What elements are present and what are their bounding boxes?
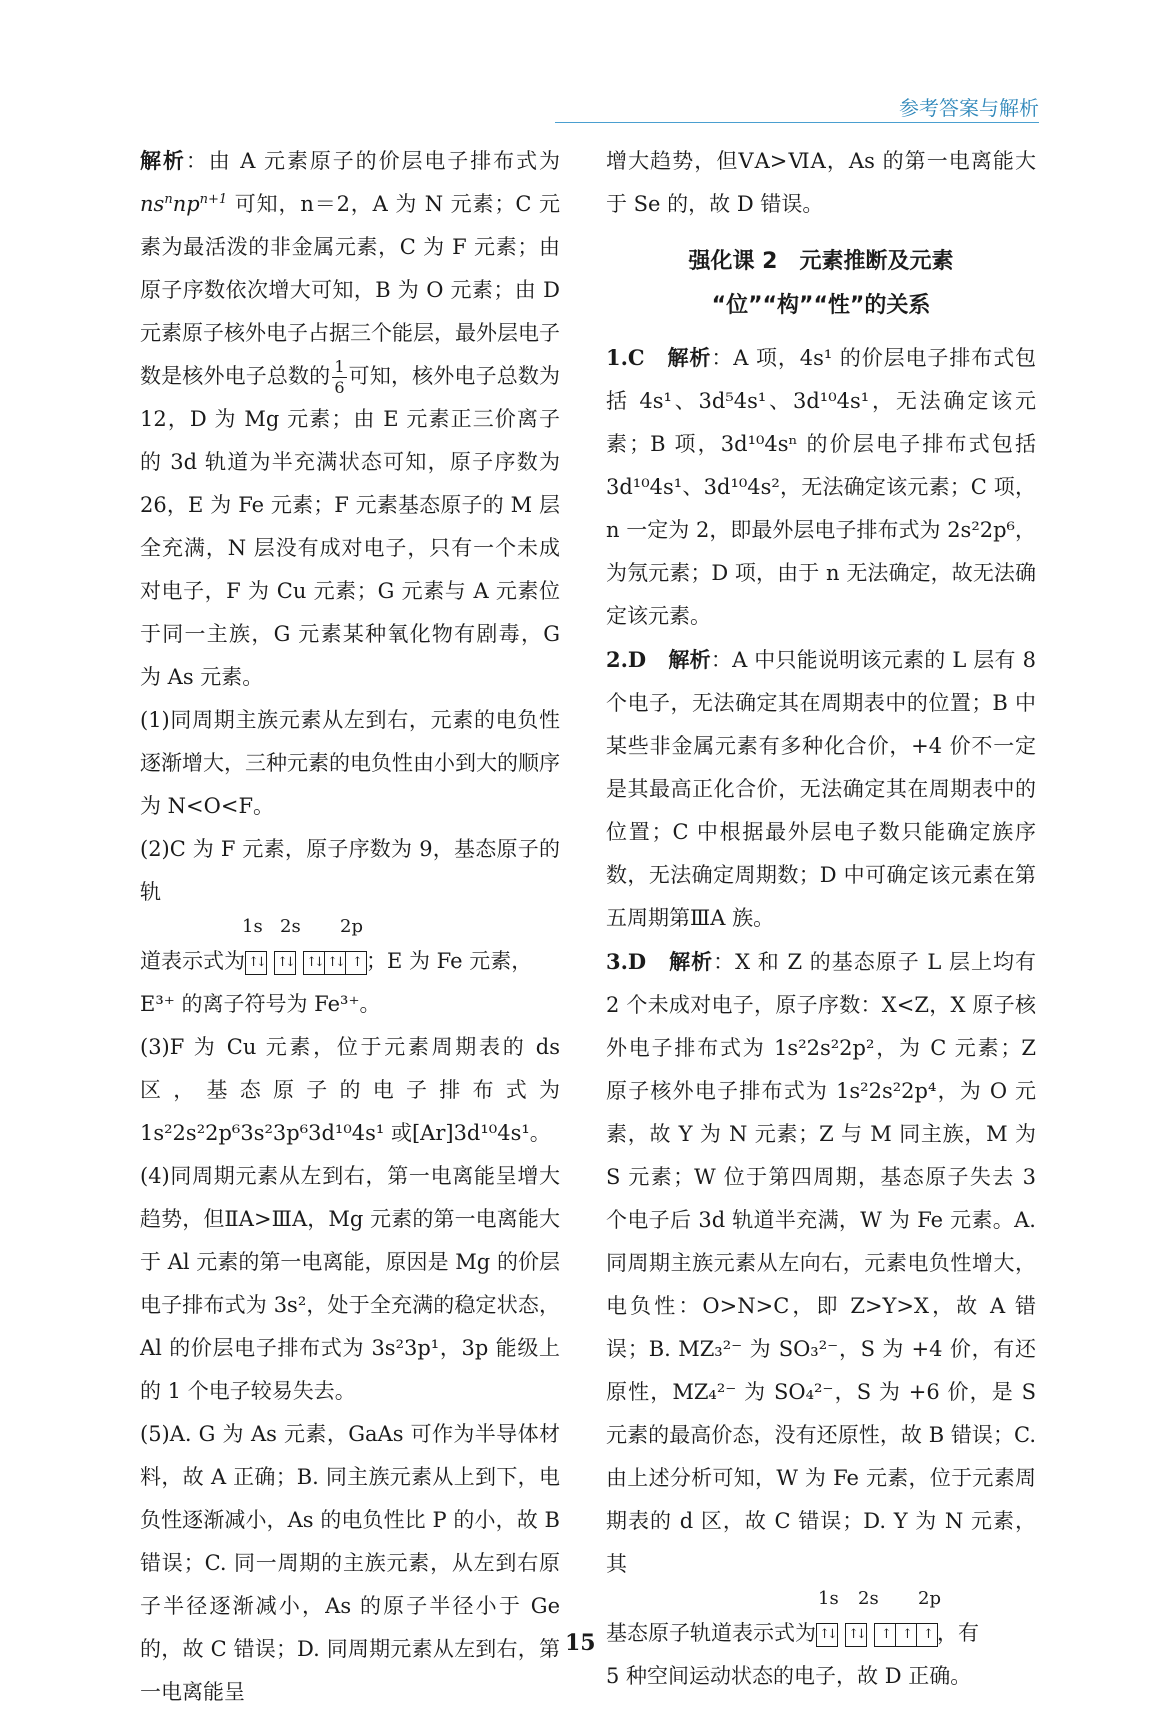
intro-paragraph: 解析：由 A 元素原子的价层电子排布式为 $ns^nnp^{n+1}$ 可知，n＝2，A 为 N 元素；C 元素为最活泼的非金属元素，C 为 F 元素；由原子序数依次增大可知，B 为 O 元素；由 D 元素原子核外电子占据三个能层，最外层电子数是核外电子总数的 $\frac{1}{6}$ 可知，核外电子总数为 12，D 为 Mg 元素；由 E 元素正三价离子的 3d 轨道为半充满状态可知，原子序数为 26，E 为 Fe 元素；F 元素基态原子的 M 层全充满，N 层没有成对电子，只有一个未成对电子，F 为 Cu 元素；G 元素与 A 元素位于同一主族，G 元素某种氧化物有剧毒，G 为 As 元素。 xyxy=(140,149,561,689)
question-3-end: 5 种空间运动状态的电子，故 D 正确。 xyxy=(606,1664,972,1688)
part-2a: (2)C 为 F 元素，原子序数为 9，基态原子的轨 xyxy=(140,837,560,904)
orbital-diagram-f: 1s 2s 2p 道表示式为 ↑↓ ↑↓ ↑↓ ↑↓ ↑ ；E 为 Fe 元素， xyxy=(140,916,533,973)
question-2: 2.D 解析：A 中只能说明该元素的 L 层有 8 个电子，无法确定其在周期表中的位置；B 中某些非金属元素有多种化合价，+4 价不一定是其最高正化合价，无法确定其在周期表中的位置；C 中根据最外层电子数只能确定族序数，无法确定周期数；D 中可确定该元素在第五周期第ⅢA 族。 xyxy=(606,647,1037,930)
part-4: (4)同周期元素从左到右，第一电离能呈增大趋势，但ⅡA>ⅢA，Mg 元素的第一电离能大于 Al 元素的第一电离能，原因是 Mg 的价层电子排布式为 3s²，处于全充满的稳定状态，Al 的价层电子排布式为 3s²3p¹，3p 能级上的 1 个电子较易失去。 xyxy=(140,1164,560,1403)
section-title-line-2: “位”“构”“性”的关系 xyxy=(711,293,931,318)
right-column xyxy=(606,140,1036,1698)
analysis-label: 解析 xyxy=(140,149,186,173)
part-2d: E³⁺ 的离子符号为 Fe³⁺。 xyxy=(140,992,381,1016)
section-title-line-1: 强化课 2 元素推断及元素 xyxy=(688,249,954,274)
question-1: 1.C 解析：A 项，4s¹ 的价层电子排布式包括 4s¹、3d⁵4s¹、3d¹⁰4s¹，无法确定该元素；B 项，3d¹⁰4sⁿ 的价层电子排布式包括 3d¹⁰4s¹、3d¹⁰4s²，无法确定该元素；C 项，n 一定为 2，即最外层电子排布式为 2s²2p⁶，为氖元素；D 项，由于 n 无法确定，故无法确定该元素。 xyxy=(606,345,1037,628)
page-number: 15 xyxy=(565,1630,596,1656)
header-rule xyxy=(555,122,1039,123)
part-5: (5)A. G 为 As 元素，GaAs 可作为半导体材料，故 A 正确；B. 同主族元素从上到下，电负性逐渐减小，As 的电负性比 P 的小，故 B 错误；C. 同一周期的主族元素，从左到右原子半径逐渐减小，As 的原子半径小于 Ge 的，故 C 错误；D. 同周期元素从左到右，第一电离能呈 xyxy=(140,1422,560,1704)
orb-label-2s: 2s xyxy=(280,916,301,937)
left-column xyxy=(140,140,560,1714)
orbital-diagram-n: 1s 2s 2p 基态原子轨道表示式为 ↑↓ ↑↓ ↑ ↑ ↑ ，有 xyxy=(606,1588,979,1645)
part-1: (1)同周期主族元素从左到右，元素的电负性逐渐增大，三种元素的电负性由小到大的顺序为 N<O<F。 xyxy=(140,708,560,818)
header-title: 参考答案与解析 xyxy=(899,96,1039,120)
question-3: 3.D 解析：X 和 Z 的基态原子 L 层上均有 2 个未成对电子，原子序数：X<Z，X 原子核外电子排布式为 1s²2s²2p²，为 C 元素；Z 原子核外电子排布式为 1s²2s²2p⁴，为 O 元素，故 Y 为 N 元素；Z 与 M 同主族，M 为 S 元素；W 位于第四周期，基态原子失去 3 个电子后 3d 轨道半充满，W 为 Fe 元素。A. 同周期主族元素从左向右，元素电负性增大，电负性：O>N>C，即 Z>Y>X，故 A 错误；B. MZ₃²⁻ 为 SO₃²⁻，S 为 +4 价，有还原性，MZ₄²⁻ 为 SO₄²⁻，S 为 +6 价，是 S 元素的最高价态，没有还原性，故 B 错误；C. 由上述分析可知，W 为 Fe 元素，位于元素周期表的 d 区，故 C 错误；D. Y 为 N 元素，其 xyxy=(606,949,1036,1576)
orb-label-2p: 2p xyxy=(918,1588,941,1609)
fraction: $\frac{1}{6}$ xyxy=(334,357,345,397)
part-3: (3)F 为 Cu 元素，位于元素周期表的 ds 区，基态原子的电子排布式为 1s²2s²2p⁶3s²3p⁶3d¹⁰4s¹ 或[Ar]3d¹⁰4s¹。 xyxy=(140,1035,560,1145)
continuation: 增大趋势，但ⅤA>ⅥA，As 的第一电离能大于 Se 的，故 D 错误。 xyxy=(606,149,1036,216)
orb-label-1s: 1s xyxy=(242,916,263,937)
orb-label-2p: 2p xyxy=(340,916,363,937)
orb-label-1s: 1s xyxy=(818,1588,839,1609)
orb-label-2s: 2s xyxy=(858,1588,879,1609)
